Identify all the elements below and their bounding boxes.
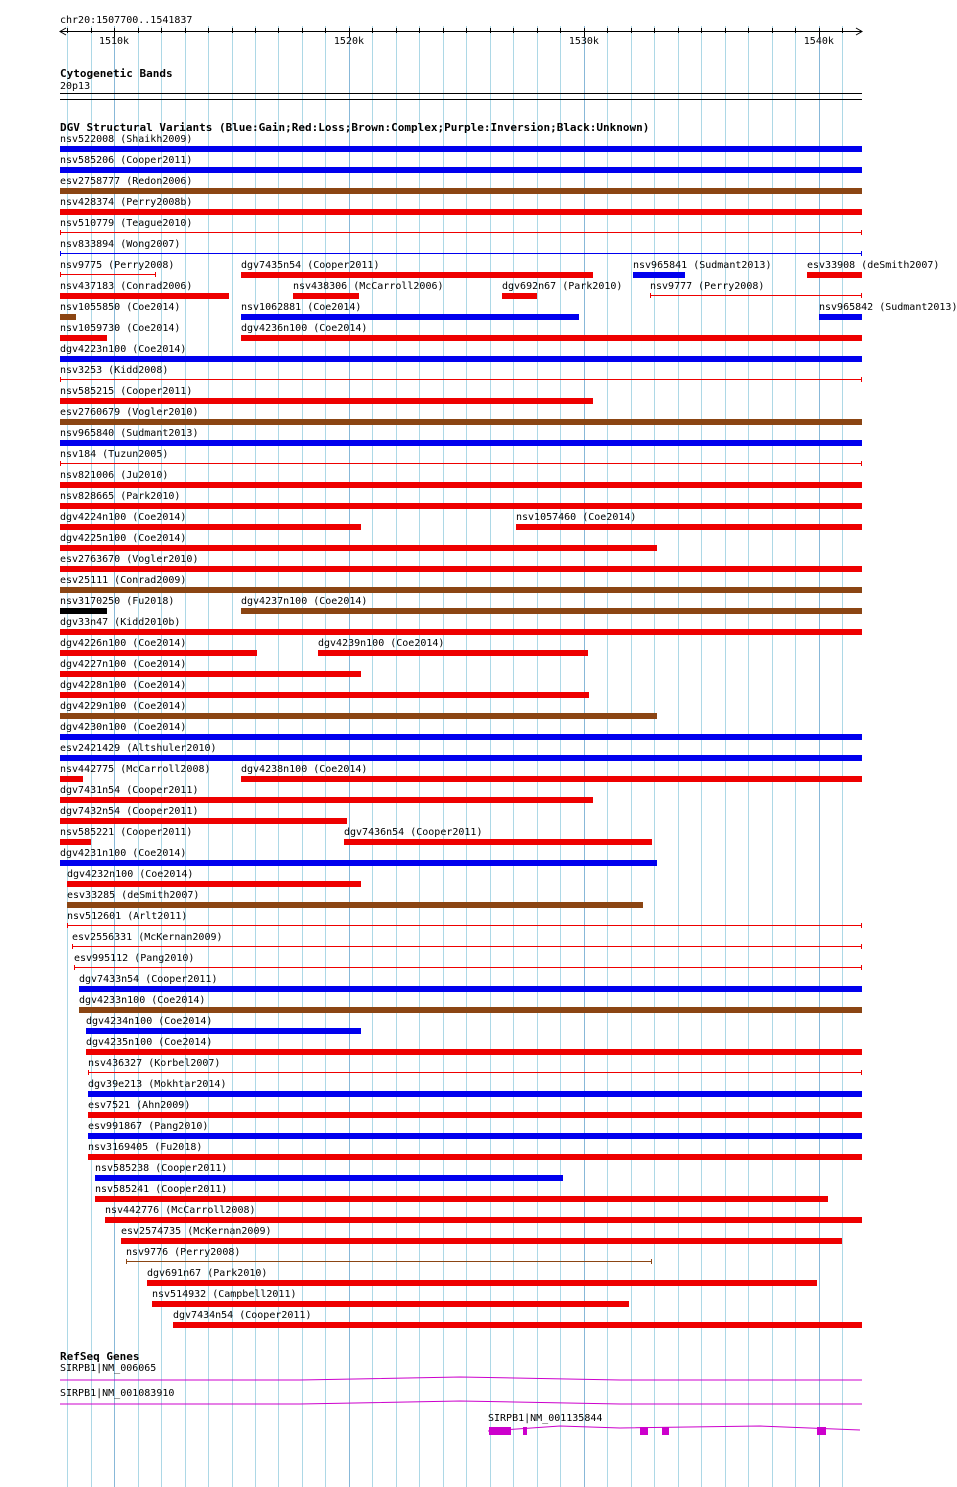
variant-label[interactable]: nsv438306 (McCarroll2006) [293, 281, 444, 292]
variant-label[interactable]: nsv965842 (Sudmant2013) [819, 302, 957, 313]
variant-label[interactable]: dgv4234n100 (Coe2014) [86, 1016, 213, 1027]
gene-exon[interactable] [662, 1427, 669, 1435]
variant-bar[interactable] [79, 1007, 862, 1013]
variant-label[interactable]: esv33285 (deSmith2007) [67, 890, 200, 901]
variant-bar[interactable] [60, 713, 657, 719]
variant-bar[interactable] [241, 608, 862, 614]
variant-bar[interactable] [819, 314, 862, 320]
gene-exon[interactable] [640, 1427, 648, 1435]
variant-label[interactable]: nsv1062881 (Coe2014) [241, 302, 362, 313]
variant-bar[interactable] [126, 1261, 652, 1262]
variant-bar[interactable] [173, 1322, 862, 1328]
ruler-tick-label: 1540k [803, 36, 834, 47]
variant-label[interactable]: esv2758777 (Redon2006) [60, 176, 193, 187]
variant-label[interactable]: esv2763670 (Vogler2010) [60, 554, 199, 565]
variant-bar[interactable] [60, 545, 657, 551]
variant-bar[interactable] [60, 608, 107, 614]
variant-label[interactable]: esv7521 (Ahn2009) [88, 1100, 191, 1111]
variant-label[interactable]: esv2574735 (McKernan2009) [121, 1226, 272, 1237]
variant-label[interactable]: dgv4233n100 (Coe2014) [79, 995, 206, 1006]
variant-bar[interactable] [95, 1175, 563, 1181]
variant-label[interactable]: dgv4225n100 (Coe2014) [60, 533, 187, 544]
variant-label[interactable]: dgv4236n100 (Coe2014) [241, 323, 368, 334]
variant-label[interactable]: dgv4223n100 (Coe2014) [60, 344, 187, 355]
gene-label[interactable]: SIRPB1|NM_001083910 [60, 1388, 175, 1399]
variant-bar[interactable] [60, 503, 862, 509]
variant-bar[interactable] [60, 734, 862, 740]
variant-label[interactable]: nsv833894 (Wong2007) [60, 239, 181, 250]
ruler-tick-label: 1510k [98, 36, 130, 47]
variant-bar[interactable] [60, 587, 862, 593]
variant-label[interactable]: dgv691n67 (Park2010) [147, 1268, 268, 1279]
variant-bar[interactable] [60, 314, 76, 320]
variant-label[interactable]: nsv442775 (McCarroll2008) [60, 764, 211, 775]
variant-label[interactable]: dgv7435n54 (Cooper2011) [241, 260, 380, 271]
variant-bar[interactable] [344, 839, 652, 845]
variant-label[interactable]: nsv965840 (Sudmant2013) [60, 428, 199, 439]
variant-bar[interactable] [60, 335, 107, 341]
variant-bar[interactable] [60, 566, 862, 572]
variant-label[interactable]: nsv9776 (Perry2008) [126, 1247, 241, 1258]
variant-bar[interactable] [67, 881, 361, 887]
variant-bar[interactable] [241, 776, 862, 782]
variant-label[interactable]: nsv585241 (Cooper2011) [95, 1184, 228, 1195]
variant-bar[interactable] [60, 797, 593, 803]
variant-label[interactable]: nsv585221 (Cooper2011) [60, 827, 193, 838]
variant-label[interactable]: dgv4231n100 (Coe2014) [60, 848, 187, 859]
gene-intron-line[interactable] [488, 1426, 860, 1431]
variant-label[interactable]: nsv1055850 (Coe2014) [60, 302, 181, 313]
variant-label[interactable]: dgv7433n54 (Cooper2011) [79, 974, 218, 985]
variant-bar[interactable] [60, 419, 862, 425]
variant-label[interactable]: dgv692n67 (Park2010) [502, 281, 623, 292]
variant-bar[interactable] [60, 776, 83, 782]
variant-label[interactable]: nsv585206 (Cooper2011) [60, 155, 193, 166]
variant-label[interactable]: nsv3253 (Kidd2008) [60, 365, 169, 376]
variant-label[interactable]: nsv3170250 (Fu2018) [60, 596, 175, 607]
variant-label[interactable]: nsv1057460 (Coe2014) [516, 512, 637, 523]
variant-label[interactable]: dgv4229n100 (Coe2014) [60, 701, 187, 712]
variant-bar[interactable] [60, 379, 862, 380]
variant-bar[interactable] [88, 1154, 862, 1160]
variant-bar[interactable] [318, 650, 588, 656]
variant-bar[interactable] [60, 274, 156, 275]
variant-bar[interactable] [152, 1301, 629, 1307]
variant-bar[interactable] [67, 925, 862, 926]
variant-bar[interactable] [807, 272, 862, 278]
variant-label[interactable]: nsv9775 (Perry2008) [60, 260, 175, 271]
variant-bar[interactable] [241, 314, 579, 320]
cytoband-label: 20p13 [60, 81, 91, 92]
gene-exon[interactable] [489, 1427, 511, 1435]
variant-bar[interactable] [60, 209, 862, 215]
variant-bar[interactable] [86, 1028, 361, 1034]
variant-label[interactable]: dgv7434n54 (Cooper2011) [173, 1310, 312, 1321]
variant-label[interactable]: nsv3169405 (Fu2018) [88, 1142, 203, 1153]
variant-label[interactable]: dgv4239n100 (Coe2014) [318, 638, 445, 649]
variant-bar[interactable] [60, 860, 657, 866]
variant-bar[interactable] [241, 272, 593, 278]
variant-label[interactable]: nsv442776 (McCarroll2008) [105, 1205, 256, 1216]
variant-label[interactable]: nsv821006 (Ju2010) [60, 470, 169, 481]
variant-label[interactable]: nsv1059730 (Coe2014) [60, 323, 181, 334]
variant-bar[interactable] [60, 755, 862, 761]
ruler-axis [0, 26, 890, 48]
dgv-track-title: DGV Structural Variants (Blue:Gain;Red:Loss;Brown:Complex;Purple:Inversion;Black:Unknown) [60, 121, 650, 134]
variant-label[interactable]: esv33908 (deSmith2007) [807, 260, 940, 271]
variant-label[interactable]: dgv4224n100 (Coe2014) [60, 512, 187, 523]
variant-label[interactable]: nsv512601 (Arlt2011) [67, 911, 188, 922]
variant-label[interactable]: dgv4228n100 (Coe2014) [60, 680, 187, 691]
variant-label[interactable]: dgv7432n54 (Cooper2011) [60, 806, 199, 817]
gene-exon[interactable] [523, 1427, 527, 1435]
variant-bar[interactable] [60, 188, 862, 194]
variant-label[interactable]: nsv510779 (Teague2010) [60, 218, 193, 229]
variant-bar[interactable] [88, 1133, 862, 1139]
ruler-tick-label: 1520k [333, 36, 365, 47]
variant-label[interactable]: dgv4238n100 (Coe2014) [241, 764, 368, 775]
variant-bar[interactable] [60, 463, 862, 464]
variant-bar[interactable] [650, 295, 862, 296]
variant-bar[interactable] [60, 839, 91, 845]
variant-label[interactable]: dgv4232n100 (Coe2014) [67, 869, 194, 880]
cytoband-bar-bottom [60, 99, 862, 100]
variant-bar[interactable] [60, 293, 229, 299]
variant-label[interactable]: esv2556331 (McKernan2009) [72, 932, 223, 943]
variant-bar[interactable] [502, 293, 537, 299]
variant-label[interactable]: nsv9777 (Perry2008) [650, 281, 765, 292]
variant-label[interactable]: nsv514932 (Campbell2011) [152, 1289, 297, 1300]
gene-intron-line[interactable] [60, 1377, 862, 1380]
variant-bar[interactable] [633, 272, 685, 278]
variant-bar[interactable] [60, 146, 862, 152]
variant-label[interactable]: dgv4227n100 (Coe2014) [60, 659, 187, 670]
variant-label[interactable]: dgv7436n54 (Cooper2011) [344, 827, 483, 838]
variant-bar[interactable] [60, 440, 862, 446]
variant-bar[interactable] [72, 946, 862, 947]
ruler-tick-label: 1530k [568, 36, 599, 47]
gene-models [0, 1370, 890, 1440]
variant-label[interactable]: esv2760679 (Vogler2010) [60, 407, 199, 418]
gene-label[interactable]: SIRPB1|NM_001135844 [488, 1413, 603, 1424]
gene-label[interactable]: SIRPB1|NM_006065 [60, 1363, 157, 1374]
variant-label[interactable]: esv995112 (Pang2010) [74, 953, 195, 964]
variant-bar[interactable] [86, 1049, 862, 1055]
variant-bar[interactable] [88, 1072, 862, 1073]
variant-label[interactable]: esv991867 (Pang2010) [88, 1121, 209, 1132]
variant-bar[interactable] [60, 692, 589, 698]
variant-bar[interactable] [79, 986, 862, 992]
variant-bar[interactable] [60, 356, 862, 362]
cytoband-track-title: Cytogenetic Bands [60, 67, 173, 80]
variant-bar[interactable] [105, 1217, 862, 1223]
variant-bar[interactable] [60, 524, 361, 530]
variant-bar[interactable] [241, 335, 862, 341]
variant-bar[interactable] [60, 167, 862, 173]
variant-label[interactable]: esv2421429 (Altshuler2010) [60, 743, 217, 754]
variant-bar[interactable] [121, 1238, 842, 1244]
variant-bar[interactable] [60, 629, 862, 635]
variant-label[interactable]: dgv33n47 (Kidd2010b) [60, 617, 181, 628]
variant-label[interactable]: dgv4226n100 (Coe2014) [60, 638, 187, 649]
variant-bar[interactable] [88, 1091, 862, 1097]
variant-label[interactable]: nsv828665 (Park2010) [60, 491, 181, 502]
ruler-label: chr20:1507700..1541837 [60, 15, 193, 26]
variant-label[interactable]: nsv965841 (Sudmant2013) [633, 260, 772, 271]
variant-label[interactable]: nsv585215 (Cooper2011) [60, 386, 193, 397]
variant-label[interactable]: nsv184 (Tuzun2005) [60, 449, 169, 460]
variant-label[interactable]: dgv39e213 (Mokhtar2014) [88, 1079, 227, 1090]
variant-bar[interactable] [60, 232, 862, 233]
variant-label[interactable]: dgv4237n100 (Coe2014) [241, 596, 368, 607]
variant-label[interactable]: nsv522008 (Shaikh2009) [60, 134, 193, 145]
variant-label[interactable]: nsv437183 (Conrad2006) [60, 281, 193, 292]
gene-intron-line[interactable] [60, 1401, 862, 1404]
variant-bar[interactable] [293, 293, 359, 299]
variant-label[interactable]: dgv7431n54 (Cooper2011) [60, 785, 199, 796]
variant-label[interactable]: nsv436327 (Korbel2007) [88, 1058, 221, 1069]
variant-bar[interactable] [60, 482, 862, 488]
variant-label[interactable]: esv25111 (Conrad2009) [60, 575, 187, 586]
variant-bar[interactable] [74, 967, 862, 968]
variant-bar[interactable] [60, 253, 862, 254]
variant-label[interactable]: nsv428374 (Perry2008b) [60, 197, 193, 208]
variant-bar[interactable] [60, 818, 347, 824]
variant-bar[interactable] [147, 1280, 817, 1286]
variant-bar[interactable] [88, 1112, 862, 1118]
variant-bar[interactable] [60, 398, 593, 404]
variant-bar[interactable] [60, 671, 361, 677]
gene-exon[interactable] [817, 1427, 826, 1435]
variant-bar[interactable] [60, 650, 257, 656]
variant-label[interactable]: nsv585238 (Cooper2011) [95, 1163, 228, 1174]
variant-bar[interactable] [67, 902, 643, 908]
variant-bar[interactable] [95, 1196, 828, 1202]
refseq-track-title: RefSeq Genes [60, 1350, 140, 1363]
variant-label[interactable]: dgv4235n100 (Coe2014) [86, 1037, 213, 1048]
cytoband-bar-top [60, 93, 862, 94]
variant-bar[interactable] [516, 524, 862, 530]
variant-label[interactable]: dgv4230n100 (Coe2014) [60, 722, 187, 733]
